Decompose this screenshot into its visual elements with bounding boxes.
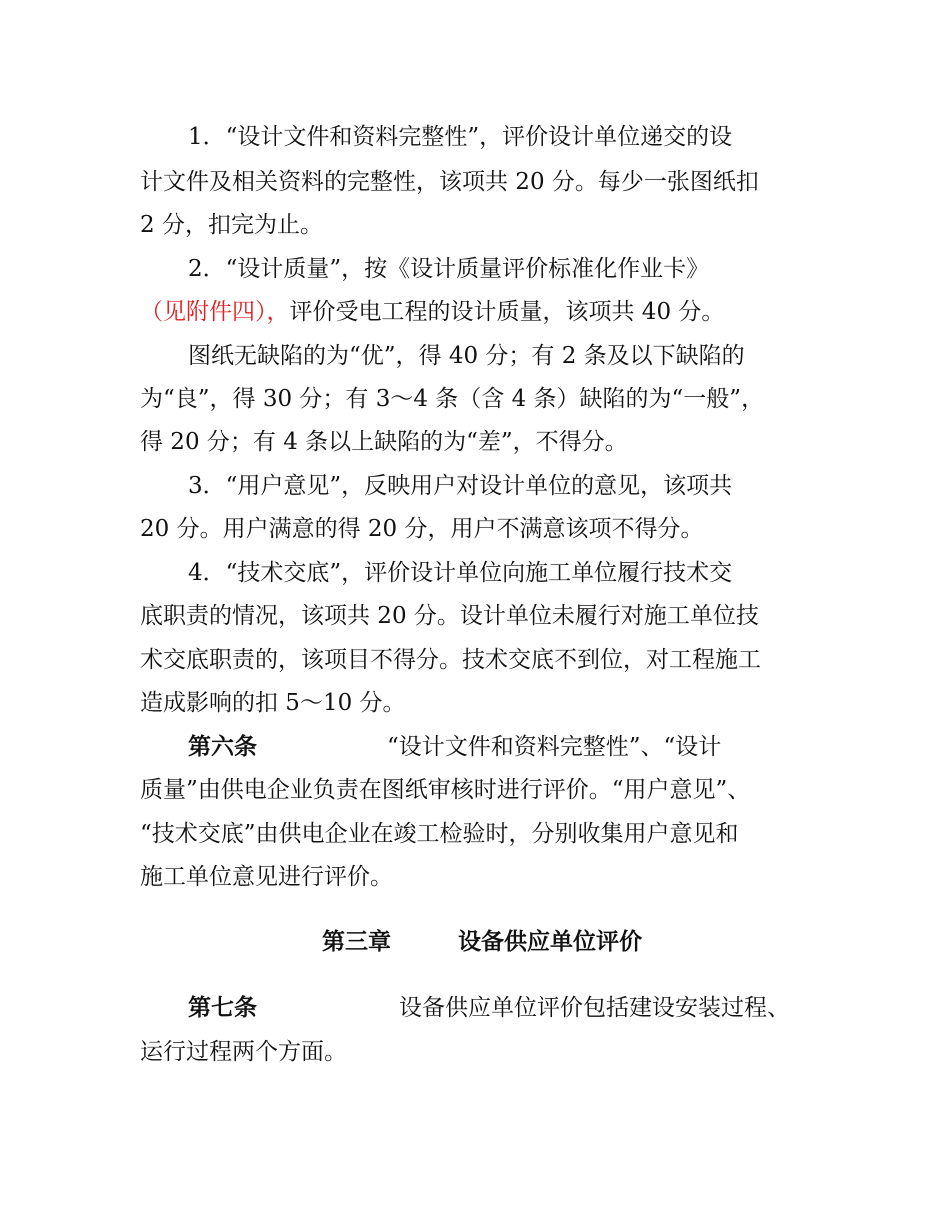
item2-detail-line1: 图纸无缺陷的为“优”，得 40 分；有 2 条及以下缺陷的 (188, 343, 745, 369)
article7-text: 设备供应单位评价包括建设安装过程、 (399, 995, 790, 1021)
article7-line2: 运行过程两个方面。 (140, 1039, 347, 1065)
item2-line1: 2．“设计质量”，按《设计质量评价标准化作业卡》 (188, 256, 710, 282)
item4-line3: 术交底职责的，该项目不得分。技术交底不到位，对工程施工 (140, 647, 761, 673)
article7-line1 (188, 993, 790, 1023)
item4-line2: 底职责的情况，该项共 20 分。设计单位未履行对施工单位技 (140, 603, 759, 629)
chapter-number: 第三章 (322, 929, 391, 955)
item1-line1: 1．“设计文件和资料完整性”，评价设计单位递交的设 (188, 124, 733, 150)
article6-text: “设计文件和资料完整性”、“设计 (387, 734, 722, 760)
item3-line1: 3．“用户意见”，反映用户对设计单位的意见，该项共 (188, 473, 733, 499)
article6-line3: “技术交底”由供电企业在竣工检验时，分别收集用户意见和 (140, 821, 739, 847)
article6-line1 (188, 732, 721, 762)
article6-label: 第六条 (188, 734, 257, 760)
item3-line2: 20 分。用户满意的得 20 分，用户不满意该项不得分。 (140, 516, 704, 542)
appendix-reference: （见附件四）， (140, 299, 290, 325)
item1-line2: 计文件及相关资料的完整性，该项共 20 分。每少一张图纸扣 (140, 169, 759, 195)
item2-detail-line2: 为“良”，得 30 分；有 3～4 条（含 4 条）缺陷的为“一般”， (140, 386, 765, 412)
item4-line4: 造成影响的扣 5～10 分。 (140, 690, 406, 716)
article7-label: 第七条 (188, 995, 257, 1021)
item4-line1: 4．“技术交底”，评价设计单位向施工单位履行技术交 (188, 560, 733, 586)
item2-line2-text: 评价受电工程的设计质量，该项共 40 分。 (289, 299, 725, 325)
article6-line4: 施工单位意见进行评价。 (140, 864, 393, 890)
item2-detail-line3: 得 20 分；有 4 条以上缺陷的为“差”，不得分。 (140, 429, 628, 455)
item2-line2 (140, 297, 724, 327)
item1-line3: 2 分，扣完为止。 (140, 212, 323, 238)
chapter-title: 设备供应单位评价 (458, 929, 642, 955)
article6-line2: 质量”由供电企业负责在图纸审核时进行评价。“用户意见”、 (140, 777, 751, 803)
